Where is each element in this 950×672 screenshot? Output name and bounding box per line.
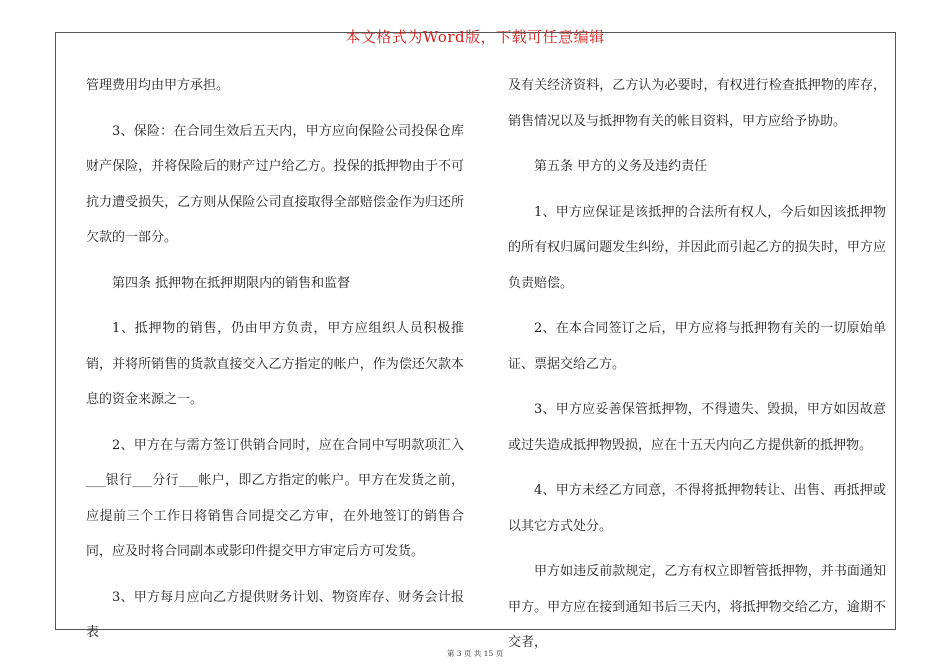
paragraph: 2、甲方在与需方签订供销合同时，应在合同中写明款项汇入___银行___分行___帐户，即乙方指定的帐户。甲方在发货之前，应提前三个工作日将销售合同提交乙方审，在外地签订的销售合同，应及时将合同副本或影印件提交甲方审定后方可发货。 [86,437,464,559]
paragraph: 及有关经济资料，乙方认为必要时，有权进行检查抵押物的库存，销售情况以及与抵押物有关的帐目资料，甲方应给予协助。 [508,78,886,129]
paragraph: 2、在本合同签订之后，甲方应将与抵押物有关的一切原始单证、票据交给乙方。 [508,321,886,372]
paragraph: 1、甲方应保证是该抵押的合法所有权人，今后如因该抵押物的所有权归属问题发生纠纷，并因此而引起乙方的损失时，甲方应负责赔偿。 [508,204,886,291]
page-indicator: 第 3 页 共 15 页 [446,649,504,658]
paragraph: 甲方如违反前款规定，乙方有权立即暂管抵押物，并书面通知甲方。甲方应在接到通知书后三天内，将抵押物交给乙方，逾期不交者， [508,564,886,650]
paragraph: 3、甲方应妥善保管抵押物，不得遗失、毁损，甲方如因故意或过失造成抵押物毁损，应在十五天内向乙方提供新的抵押物。 [508,402,886,453]
word-format-banner: 本文格式为Word版，下载可任意编辑 [345,28,605,46]
paragraph: 3、保险：在合同生效后五天内，甲方应向保险公司投保仓库财产保险，并将保险后的财产过户给乙方。投保的抵押物由于不可抗力遭受损失，乙方则从保险公司直接取得全部赔偿金作为归还所欠款的一部分。 [86,123,464,245]
right-column [508,68,886,661]
paragraph: 3、甲方每月应向乙方提供财务计划、物资库存、财务会计报表 [86,589,464,640]
section-heading: 第四条 抵押物在抵押期限内的销售和监督 [112,275,351,291]
left-column [86,68,464,651]
paragraph: 1、抵押物的销售，仍由甲方负责，甲方应组织人员积极推销，并将所销售的货款直接交入乙方指定的帐户，作为偿还欠款本息的资金来源之一。 [86,321,464,407]
section-heading: 第五条 甲方的义务及违约责任 [534,159,708,174]
paragraph: 4、甲方未经乙方同意，不得将抵押物转让、出售、再抵押或以其它方式处分。 [508,483,886,534]
paragraph: 管理费用均由甲方承担。 [86,78,230,93]
